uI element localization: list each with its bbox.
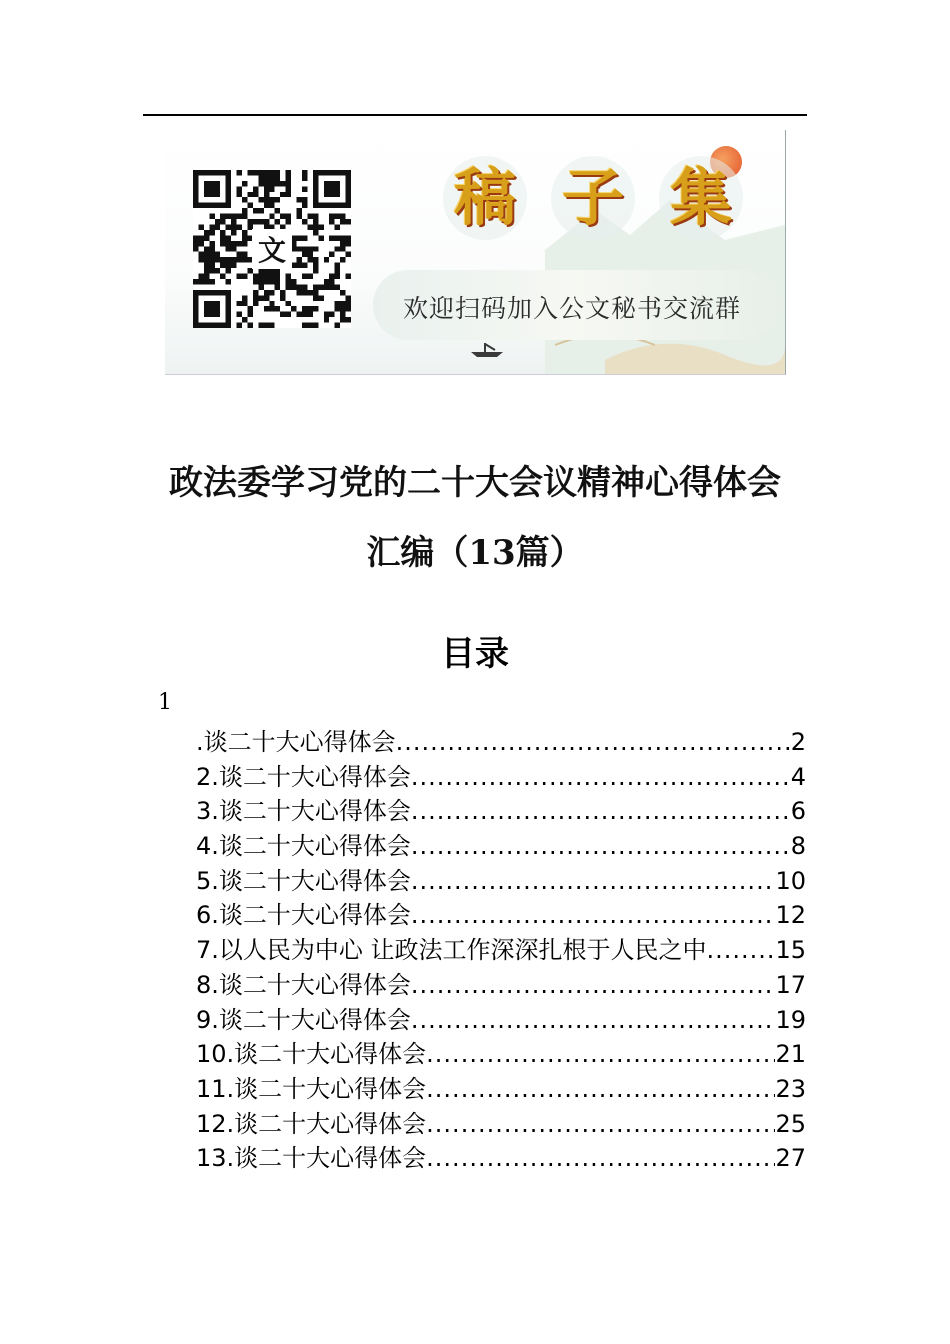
toc-entry[interactable]: [196, 722, 806, 757]
toc-entry-title: 11.谈二十大心得体会: [196, 1074, 427, 1103]
toc-leader: [411, 971, 776, 999]
toc-entry[interactable]: [196, 757, 806, 792]
brand-title: [443, 158, 743, 238]
toc-leader: [411, 867, 776, 895]
table-of-contents: [196, 722, 806, 1173]
toc-entry[interactable]: [196, 930, 806, 965]
toc-entry-page: 12: [775, 901, 806, 930]
toc-entry[interactable]: [196, 861, 806, 896]
toc-leader: [411, 1006, 776, 1034]
toc-entry-page: 19: [775, 1005, 806, 1034]
header-rule: [143, 114, 807, 116]
toc-entry-title: 5.谈二十大心得体会: [196, 866, 411, 895]
toc-leader: [396, 728, 791, 756]
toc-entry-title: 2.谈二十大心得体会: [196, 762, 411, 791]
toc-entry-page: 10: [775, 866, 806, 895]
toc-entry-title: 10.谈二十大心得体会: [196, 1040, 427, 1069]
qr-code[interactable]: [193, 170, 351, 328]
toc-entry-title: 13.谈二十大心得体会: [196, 1144, 427, 1173]
toc-entry[interactable]: [196, 826, 806, 861]
toc-leader: [411, 901, 776, 929]
toc-leader: [411, 797, 791, 825]
toc-entry-page: 15: [775, 936, 806, 965]
qr-center-logo: 文: [252, 229, 292, 269]
toc-leader: [426, 1040, 775, 1068]
toc-entry-page: 4: [790, 762, 806, 791]
toc-entry[interactable]: [196, 1138, 806, 1173]
toc-entry-page: 6: [790, 797, 806, 826]
toc-leader: [411, 763, 791, 791]
toc-entry[interactable]: [196, 1034, 806, 1069]
toc-entry[interactable]: [196, 1069, 806, 1104]
toc-leader: [426, 1075, 775, 1103]
toc-entry[interactable]: [196, 1104, 806, 1139]
toc-entry[interactable]: [196, 965, 806, 1000]
toc-entry-title: 4.谈二十大心得体会: [196, 832, 411, 861]
toc-entry-title: 7.以人民为中心 让政法工作深深扎根于人民之中: [196, 936, 707, 965]
toc-entry-page: 25: [775, 1109, 806, 1138]
toc-entry-title: 6.谈二十大心得体会: [196, 901, 411, 930]
toc-stray-number: 1: [158, 690, 172, 715]
toc-leader: [426, 1144, 775, 1172]
toc-entry-page: 2: [790, 728, 806, 756]
toc-entry-title: 9.谈二十大心得体会: [196, 1005, 411, 1034]
toc-entry-page: 8: [790, 832, 806, 861]
brand-char-1: 稿: [443, 156, 527, 240]
toc-heading: 目录: [441, 634, 509, 674]
toc-entry-page: 27: [775, 1144, 806, 1173]
promo-banner: [165, 130, 786, 375]
brand-char-3: 集: [659, 156, 743, 240]
toc-entry-title: 12.谈二十大心得体会: [196, 1109, 427, 1138]
document-title-line1: 政法委学习党的二十大会议精神心得体会: [169, 463, 781, 503]
toc-entry-title: 8.谈二十大心得体会: [196, 970, 411, 999]
toc-entry-page: 17: [775, 970, 806, 999]
toc-entry[interactable]: [196, 895, 806, 930]
toc-leader: [426, 1110, 775, 1138]
toc-leader: [707, 936, 776, 964]
toc-entry[interactable]: [196, 791, 806, 826]
toc-leader: [411, 832, 791, 860]
toc-entry-title: 3.谈二十大心得体会: [196, 797, 411, 826]
slogan-text: 欢迎扫码加入公文秘书交流群: [403, 294, 742, 323]
toc-entry-title: .谈二十大心得体会: [196, 728, 396, 756]
boat-icon: [467, 340, 507, 360]
toc-entry-page: 23: [775, 1074, 806, 1103]
toc-entry-page: 21: [775, 1040, 806, 1069]
document-title-line2: 汇编（13篇）: [366, 533, 584, 573]
brand-char-2: 子: [551, 156, 635, 240]
toc-entry[interactable]: [196, 1000, 806, 1035]
